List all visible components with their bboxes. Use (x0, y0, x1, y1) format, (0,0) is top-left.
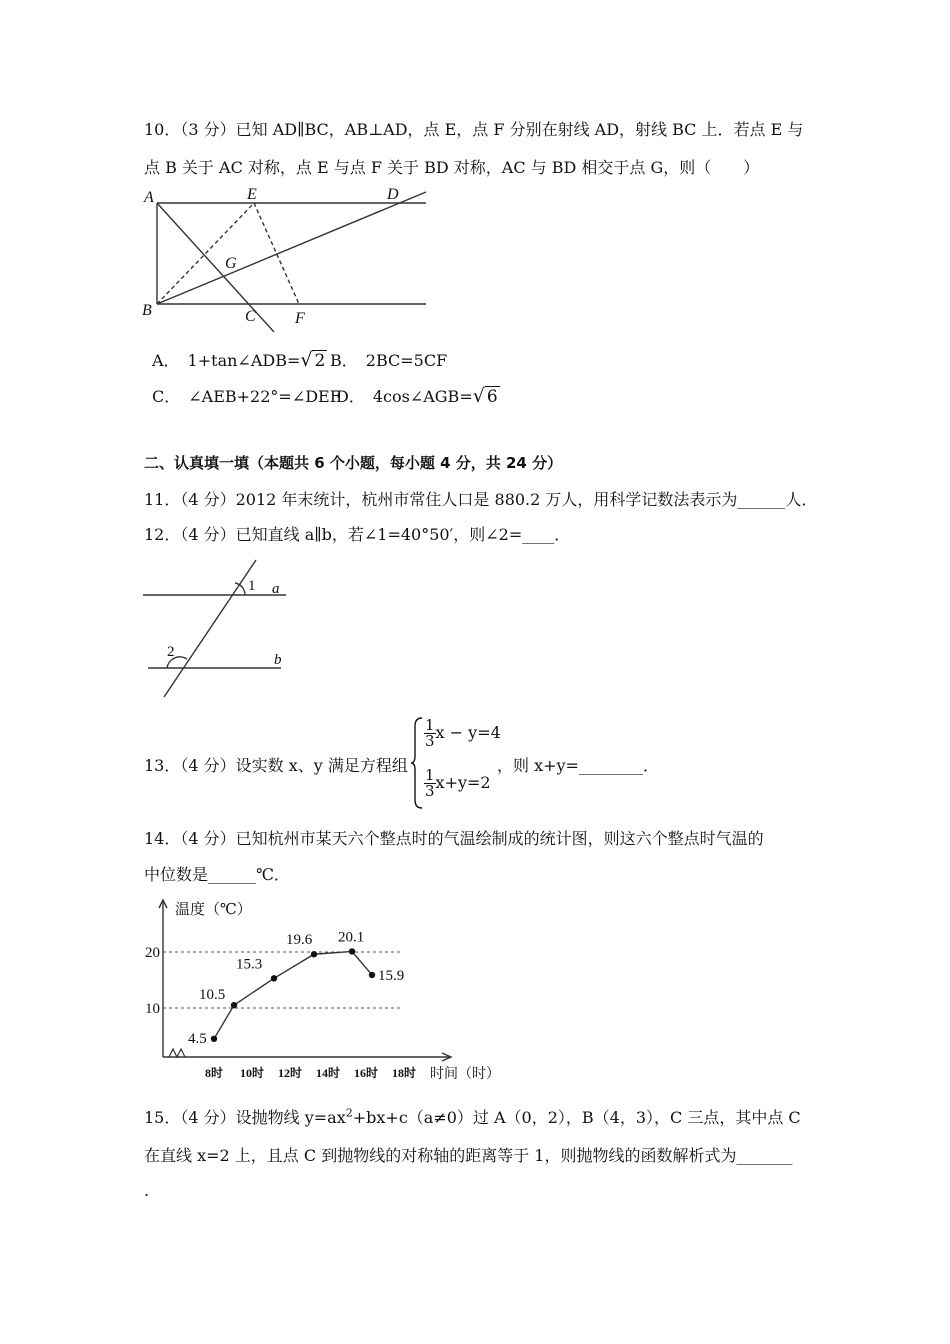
angle-1-label: 1 (248, 578, 256, 594)
data-label: 20.1 (338, 929, 365, 946)
equation-2 (424, 768, 491, 799)
q10-line1: 10．（3 分）已知 AD∥BC，AB⊥AD，点 E，点 F 分别在射线 AD，射线 BC 上．若点 E 与 (144, 120, 804, 139)
q15-line1 (144, 1105, 801, 1128)
q15-line2: 在直线 x=2 上，且点 C 到抛物线的对称轴的距离等于 1，则抛物线的函数解析式为_______ (144, 1146, 793, 1165)
y-axis-label: 温度（℃） (175, 902, 252, 918)
line-b-label: b (274, 652, 282, 668)
x-tick-label: 18时 (391, 1066, 417, 1080)
fraction: $\frac{1}{3}$ (425, 716, 435, 750)
q15-line1-a: 15．（4 分）设抛物线 y=ax (144, 1108, 346, 1127)
label-A: A (144, 189, 154, 206)
x-axis-label: 时间（时） (430, 1067, 500, 1082)
q12-text: 12．（4 分）已知直线 a∥b，若∠1=40°50′，则∠2=____． (144, 525, 571, 544)
data-label: 10.5 (199, 987, 226, 1004)
q10-option-c: C． ∠AEB+22°=∠DEF (152, 387, 341, 406)
x-tick-label: 10时 (239, 1066, 265, 1080)
data-label: 15.3 (236, 956, 263, 973)
y-tick-label: 10 (145, 1001, 160, 1017)
q11-text: 11．（4 分）2012 年末统计，杭州市常住人口是 880.2 万人，用科学记数法表示为______人． (144, 490, 818, 509)
data-point (271, 975, 277, 981)
x-tick-label: 16时 (353, 1066, 379, 1080)
temperature-chart (138, 896, 518, 1096)
axis-break-icon (169, 1049, 185, 1057)
section-title: 二、认真填一填（本题共 6 个小题，每小题 4 分，共 24 分） (144, 454, 563, 472)
data-point (349, 948, 355, 954)
q14-line2: 中位数是______℃． (144, 865, 290, 884)
q10-figure (138, 182, 438, 332)
q10-option-b: B． 2BC=5CF (330, 351, 448, 370)
q14-line1: 14．（4 分）已知杭州市某天六个整点时的气温绘制成的统计图，则这六个整点时气温的 (144, 829, 764, 848)
label-E: E (247, 186, 257, 203)
option-a-text: A． 1+tan∠ADB= (152, 351, 301, 370)
equation-1 (424, 718, 501, 749)
q10-line2: 点 B 关于 AC 对称，点 E 与点 F 关于 BD 对称，AC 与 BD 相交于点 G，则（ ） (144, 158, 760, 177)
equation-2-rest: x+y=2 (435, 773, 491, 792)
angle-2-label: 2 (167, 644, 175, 660)
data-point (231, 1002, 237, 1008)
option-a-radicand: 2 (314, 351, 326, 371)
data-label: 19.6 (286, 932, 313, 949)
data-point (211, 1036, 217, 1042)
exponent: 2 (345, 1106, 353, 1120)
line-a-label: a (272, 581, 280, 597)
q15-line3: . (144, 1181, 150, 1200)
equation-system (410, 716, 500, 810)
q10-option-a (152, 348, 327, 371)
fraction: $\frac{1}{3}$ (425, 766, 435, 800)
option-d-radicand: 6 (486, 387, 498, 407)
data-label: 15.9 (378, 967, 405, 984)
x-tick-label: 8时 (204, 1066, 224, 1080)
x-tick-label: 12时 (277, 1066, 303, 1080)
label-G: G (225, 255, 237, 272)
y-tick-label: 20 (145, 945, 160, 961)
label-C: C (245, 308, 256, 325)
label-F: F (295, 310, 305, 327)
brace-icon (410, 716, 424, 810)
q15-line1-b: +bx+c（a≠0）过 A（0，2），B（4，3），C 三点，其中点 C (352, 1108, 801, 1127)
sqrt-icon: √ (472, 385, 485, 407)
data-point (369, 972, 375, 978)
q13-suffix: ，则 x+y=________． (497, 756, 659, 775)
equation-1-rest: x − y=4 (435, 723, 501, 742)
sqrt-icon: √ (300, 349, 313, 371)
data-point (311, 951, 317, 957)
x-tick-label: 14时 (315, 1066, 341, 1080)
label-B: B (142, 302, 152, 319)
option-d-text: D． 4cos∠AGB= (336, 387, 473, 406)
label-D: D (387, 186, 399, 203)
q12-figure (140, 556, 290, 701)
q13-prefix: 13．（4 分）设实数 x、y 满足方程组 (144, 756, 408, 775)
q10-option-d (336, 384, 500, 407)
data-label: 4.5 (188, 1030, 207, 1047)
